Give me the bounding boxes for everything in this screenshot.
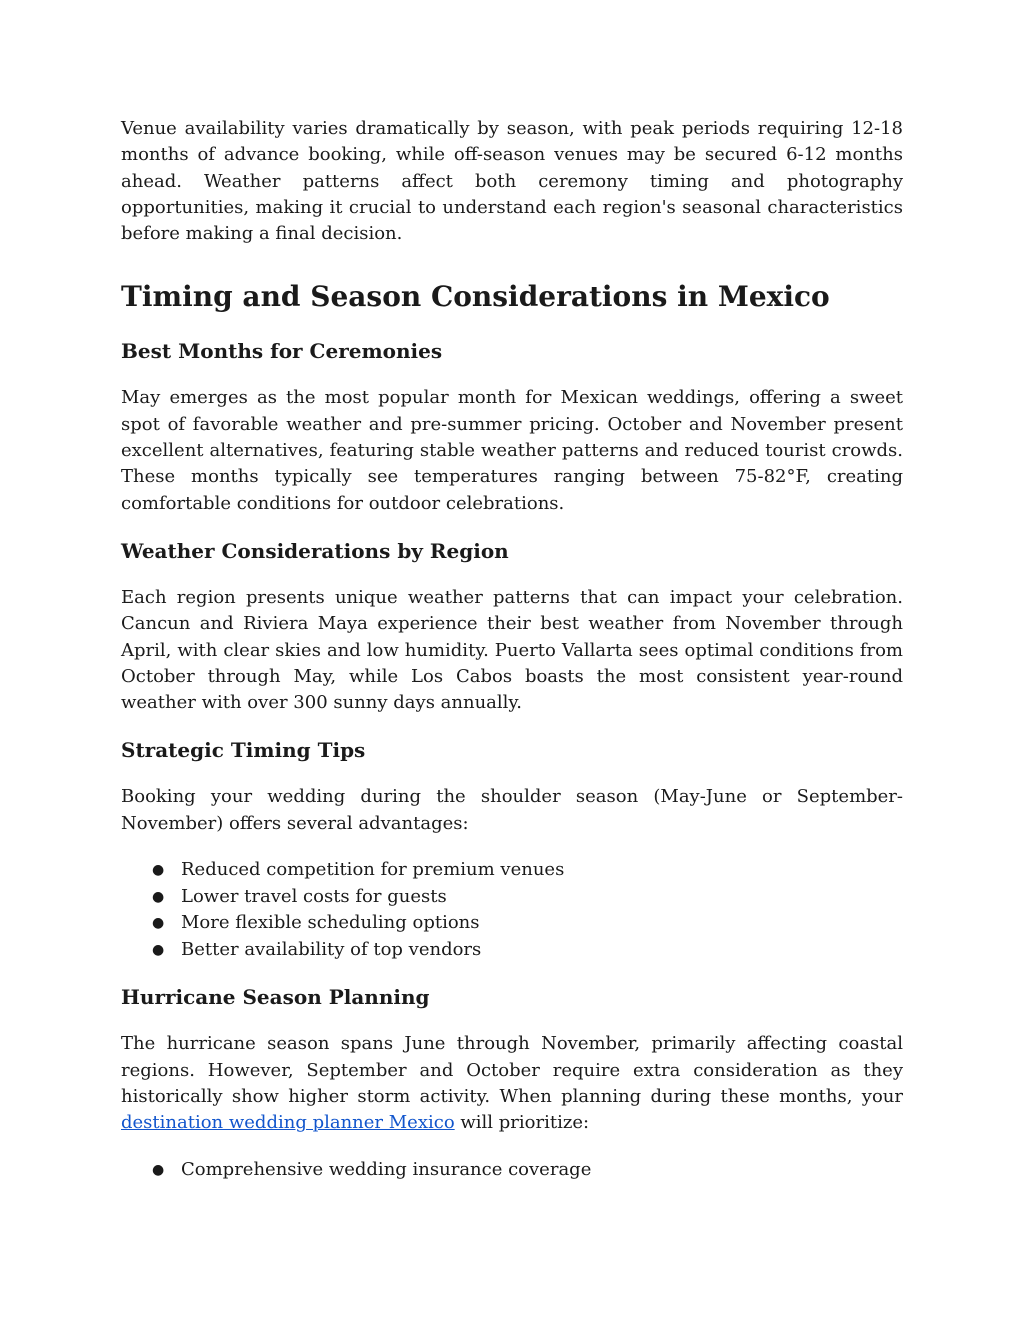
paragraph-weather: Each region presents unique weather patterns that can impact your celebration. Cancun and Riviera Maya experience their best weather from November through April, with clear skies and low humidity. Puerto Vallarta sees optimal conditions from October through May, while Los Cabos boasts the most consistent year-round weather with over 300 sunny days annually. [121, 586, 903, 714]
list-item [121, 1157, 903, 1184]
heading-weather: Weather Considerations by Region [121, 538, 509, 563]
hurricane-priorities-list [121, 1157, 903, 1184]
bullet-icon: ● [152, 862, 165, 879]
list-item-text: Better availability of top vendors [181, 938, 482, 960]
document-page [121, 116, 903, 1183]
list-item-text: Reduced competition for premium venues [181, 859, 565, 881]
advantages-list [121, 857, 903, 963]
paragraph-best-months: May emerges as the most popular month for Mexican weddings, offering a sweet spot of favorable weather and pre-summer pricing. October and November present excellent alternatives, featuring stable weather patterns and reduced tourist crowds. These months typically see temperatures ranging between 75-82°F, creating comfortable conditions for outdoor celebrations. [121, 387, 903, 514]
heading-hurricane-season: Hurricane Season Planning [121, 985, 430, 1010]
heading-best-months: Best Months for Ceremonies [121, 339, 443, 364]
page-title: Timing and Season Considerations in Mexico [121, 280, 830, 314]
intro-paragraph: Venue availability varies dramatically by season, with peak periods requiring 12-18 months of advance booking, while off-season venues may be secured 6-12 months ahead. Weather patterns affect both ceremony timing and photography opportunities, making it crucial to understand each region's seasonal characteristics before making a final decision. [121, 118, 903, 245]
bullet-icon: ● [152, 1161, 165, 1178]
list-item-text: Lower travel costs for guests [181, 885, 447, 907]
hurricane-text-after-link: will prioritize: [454, 1112, 590, 1134]
list-item [121, 857, 903, 884]
hurricane-text-before-link: The hurricane season spans June through November, primarily affecting coastal regions. However, September and October require extra consideration as they historically show higher storm activity. When planning during these months, your [121, 1033, 903, 1108]
paragraph-strategic-timing: Booking your wedding during the shoulder season (May-June or September-November) offers several advantages: [121, 786, 903, 834]
bullet-icon: ● [152, 888, 165, 905]
list-item-text: Comprehensive wedding insurance coverage [181, 1158, 592, 1180]
list-item [121, 884, 903, 911]
list-item-text: More flexible scheduling options [181, 912, 480, 934]
planner-link[interactable]: destination wedding planner Mexico [121, 1112, 455, 1134]
bullet-icon: ● [152, 941, 165, 958]
list-item [121, 937, 903, 964]
list-item [121, 910, 903, 937]
heading-strategic-timing: Strategic Timing Tips [121, 738, 366, 763]
paragraph-hurricane-season [121, 1031, 903, 1136]
bullet-icon: ● [152, 915, 165, 932]
